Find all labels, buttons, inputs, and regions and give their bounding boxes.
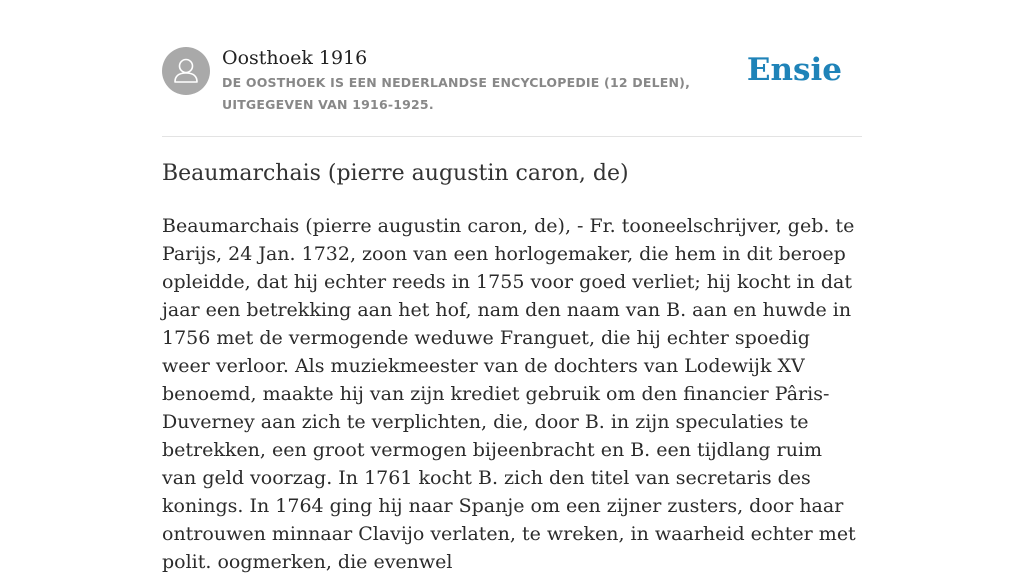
brand-logo[interactable]: Ensie — [746, 52, 842, 88]
article-title: Beaumarchais (pierre augustin caron, de) — [162, 161, 629, 186]
user-silhouette-icon — [162, 47, 210, 95]
source-description: DE OOSTHOEK IS EEN NEDERLANDSE ENCYCLOPEDIE (12 DELEN), UITGEGEVEN VAN 1916-1925. — [222, 75, 691, 112]
source-avatar[interactable] — [162, 47, 210, 95]
source-title[interactable]: Oosthoek 1916 — [222, 47, 368, 69]
article-body: Beaumarchais (pierre augustin caron, de), - Fr. tooneelschrijver, geb. te Parijs, 24 Jan. 1732, zoon van een horlogemaker, die hem in dit beroep opleidde, dat hij echter reeds in 1755 voor goed verliet; hij kocht in dat jaar een betrekking aan het hof, nam den naam van B. aan en huwde in 1756 met de vermogende weduwe Franguet, die hij echter spoedig weer verloor. Als muziekmeester van de dochters van Lodewijk XV benoemd, maakte hij van zijn krediet gebruik om den financier Pâris-Duverney aan zich te verplichten, die, door B. in zijn speculaties te betrekken, een groot vermogen bijeenbracht en B. een tijdlang ruim van geld voorzag. In 1761 kocht B. zich den titel van secretaris des konings. In 1764 ging hij naar Spanje om een zijner zusters, door haar ontrouwen minnaar Clavijo verlaten, te wreken, in waarheid echter met polit. oogmerken, die evenwel — [162, 215, 856, 573]
source-header — [162, 44, 862, 137]
